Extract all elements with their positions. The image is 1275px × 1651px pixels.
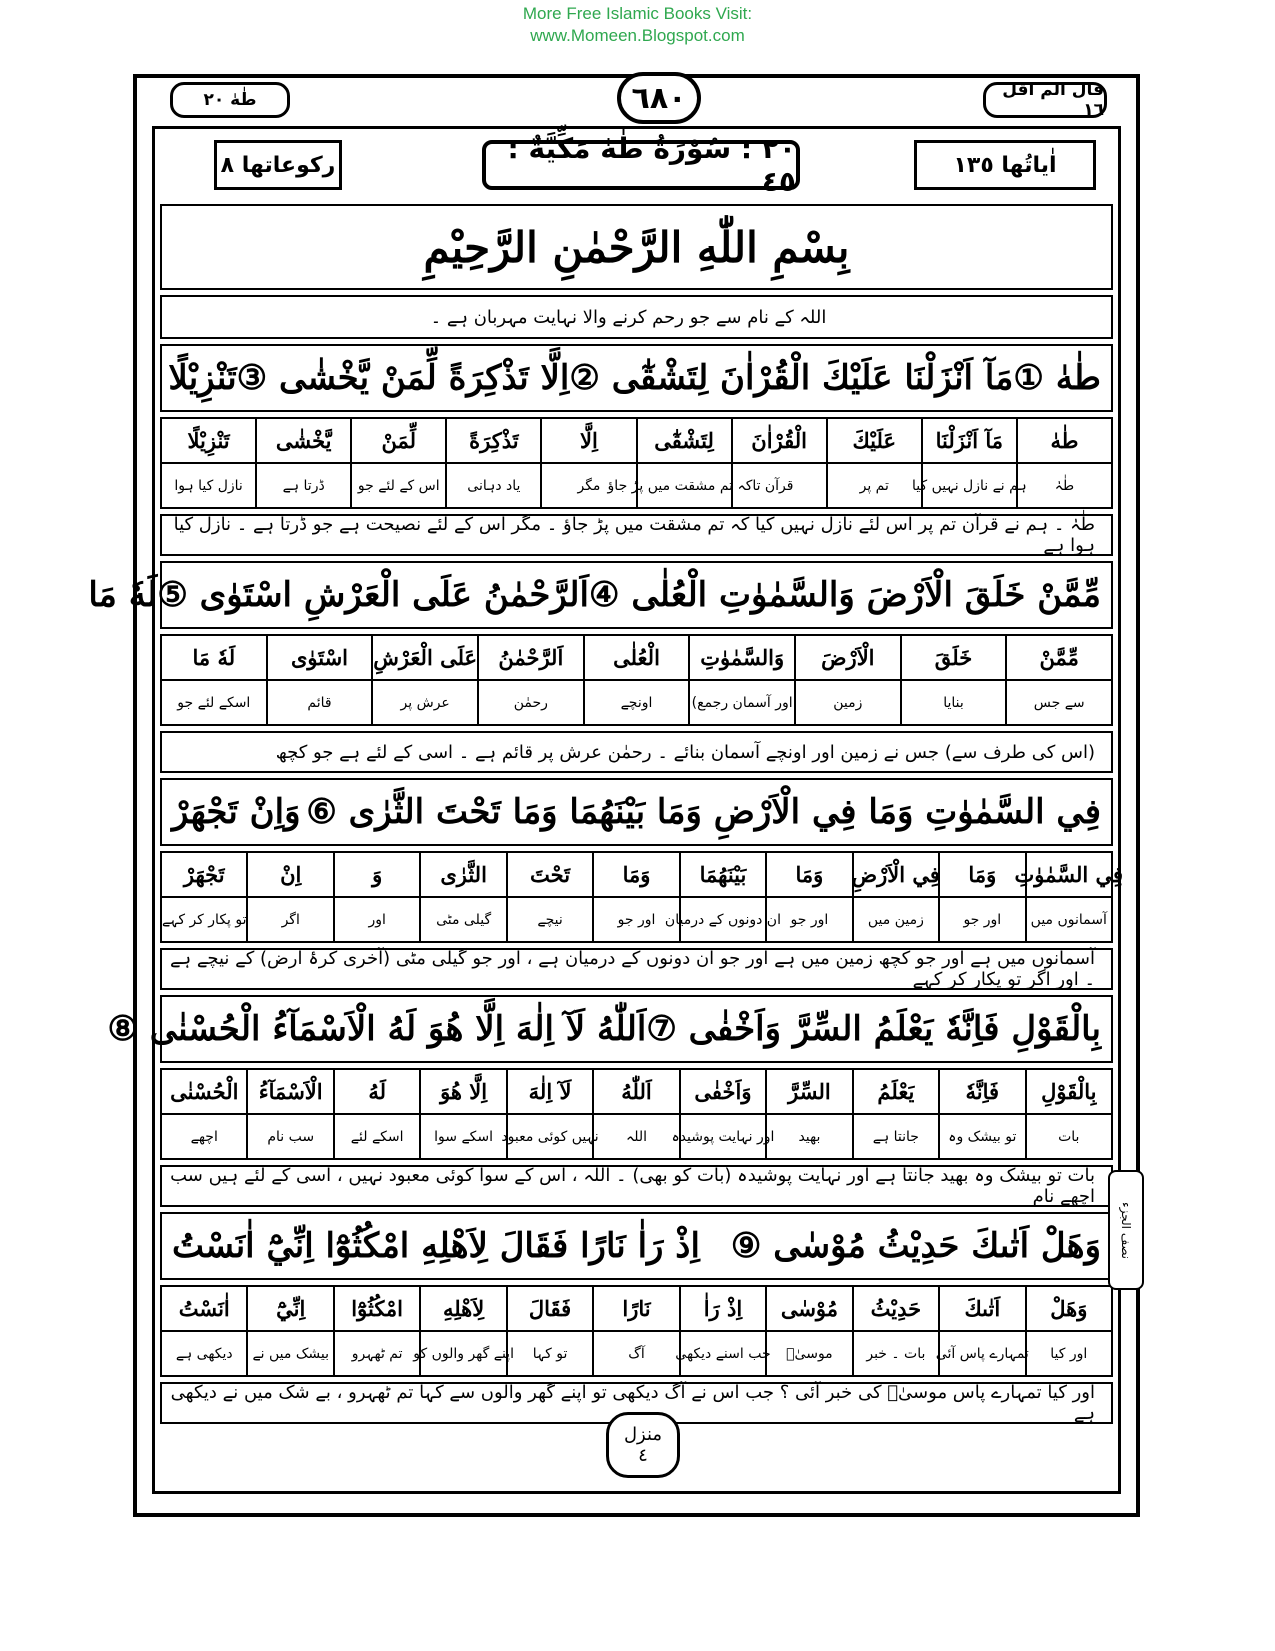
word-meaning: عرش پر: [400, 694, 450, 711]
arabic-word: خَلَقَ: [902, 636, 1006, 681]
arabic-word: الثَّرٰى: [421, 853, 505, 898]
arabic-word: عَلَى الْعَرْشِ: [373, 636, 477, 681]
word-meaning: اور کیا: [1050, 1345, 1088, 1362]
word-cell: [731, 419, 826, 507]
word-meaning: بنایا: [943, 694, 964, 711]
word-meaning: قرآن: [764, 477, 794, 494]
word-meaning: اپنے گھر والوں کو: [413, 1345, 514, 1362]
word-meaning: سے جس: [1033, 694, 1085, 711]
verse-translation: (اس کی طرف سے) جس نے زمین اور اونچے آسمان بنائے ۔ رحمٰن عرش پر قائم ہے ۔ اسی کے لئے ہے جو کچھ: [160, 731, 1113, 773]
word-meaning: زمین: [833, 694, 863, 711]
arabic-word: حَدِيْثُ: [854, 1287, 938, 1332]
word-meaning: تو کہا: [532, 1345, 568, 1362]
arabic-word: وَالسَّمٰوٰتِ: [690, 636, 794, 681]
word-meaning: اسکے لئے جو: [177, 694, 251, 711]
arabic-word: اَللّٰهُ: [594, 1070, 678, 1115]
word-cell: [419, 1070, 505, 1158]
word-cell: [592, 1070, 678, 1158]
word-cell: [938, 1070, 1024, 1158]
arabic-word: لَهُ: [335, 1070, 419, 1115]
arabic-word: مُوْسٰى: [767, 1287, 851, 1332]
verse-translation: اور کیا تمہارے پاس موسیٰؑ کی خبر آئی ؟ جب اس نے آگ دیکھی تو اپنے گھر والوں سے کہا تم ٹھہرو ، بے شک میں نے دیکھی ہے: [160, 1382, 1113, 1424]
word-cell: [592, 1287, 678, 1375]
arabic-segment: بِالْقَوْلِ فَاِنَّهٗ يَعْلَمُ السِّرَّ وَاَخْفٰى ⑦: [646, 1009, 1101, 1049]
surah-title: ٢٠ : سُوْرَةُ طٰهٰ مَكِّيَّةٌ : ٤٥: [482, 140, 800, 190]
word-meaning: تم پر: [859, 477, 889, 494]
word-cell: [912, 419, 1027, 507]
word-cell: [765, 1070, 851, 1158]
arabic-segment: وَهَلْ اَتٰىكَ حَدِيْثُ مُوْسٰى ⑨: [730, 1226, 1101, 1266]
word-meaning: اور جو: [617, 911, 656, 928]
word-cell: [255, 419, 350, 507]
word-meaning: مگر: [577, 477, 601, 494]
word-meaning: اور جو: [963, 911, 1002, 928]
arabic-word: اِنْ: [248, 853, 332, 898]
arabic-word: الْحُسْنٰى: [162, 1070, 246, 1115]
bismillah: بِسْمِ اللّٰهِ الرَّحْمٰنِ الرَّحِيْمِ: [160, 204, 1113, 290]
word-meaning: بات: [1058, 1128, 1080, 1145]
word-meaning: ہم نے نازل نہیں کیا: [912, 477, 1027, 494]
word-cell: [419, 853, 505, 941]
arabic-word: وَمَا: [594, 853, 678, 898]
word-cell: [333, 1070, 419, 1158]
surah-tag: طٰهٰ ٢٠: [170, 82, 290, 118]
arabic-word: اسْتَوٰى: [268, 636, 372, 681]
arabic-word: تَنْزِيْلًا: [162, 419, 255, 464]
word-cell: [506, 1287, 592, 1375]
word-cell: [333, 853, 419, 941]
arabic-word: فِي الْاَرْضِ: [854, 853, 938, 898]
word-cell: [852, 1070, 938, 1158]
word-cell: [371, 636, 477, 724]
arabic-segment: مَآ اَنْزَلْنَا عَلَيْكَ الْقُرْاٰنَ لِتَشْقٰٓى ②: [569, 358, 1014, 398]
arabic-word: الْعُلٰى: [585, 636, 689, 681]
arabic-word: لِّمَنْ: [352, 419, 445, 464]
arabic-verse-line: [160, 1212, 1113, 1280]
promo-link[interactable]: www.Momeen.Blogspot.com: [530, 26, 745, 45]
word-meaning: جب اسنے دیکھی: [675, 1345, 771, 1362]
word-cell: [445, 419, 540, 507]
word-meaning: تاکہ تم مشقت میں پڑ جاؤ: [607, 477, 761, 494]
word-meaning: اس کے لئے جو: [357, 477, 440, 494]
word-meaning: آگ: [628, 1345, 645, 1362]
arabic-word: لَهٗ مَا: [162, 636, 266, 681]
arabic-segment: تَنْزِيْلًا: [168, 358, 237, 398]
ruku-count: رکوعاتھا ٨: [214, 140, 342, 190]
word-meaning: طٰہٰ: [1054, 477, 1075, 494]
arabic-word: مِّمَّنْ: [1007, 636, 1111, 681]
arabic-segment: اَلرَّحْمٰنُ عَلَى الْعَرْشِ اسْتَوٰى ⑤: [157, 575, 589, 615]
arabic-segment: مِّمَّنْ خَلَقَ الْاَرْضَ وَالسَّمٰوٰتِ الْعُلٰى ④: [589, 575, 1101, 615]
word-cell: [765, 853, 851, 941]
manzil-word: منزل: [623, 1424, 663, 1445]
word-cell: [900, 636, 1006, 724]
arabic-word: يَّخْشٰى: [257, 419, 350, 464]
arabic-word: وَمَا: [767, 853, 851, 898]
word-cell: [162, 1070, 246, 1158]
juz-label: قال الم اقل ١٦: [983, 82, 1107, 118]
arabic-word: تَحْتَ: [508, 853, 592, 898]
word-meaning: اور جو: [790, 911, 829, 928]
word-cell: [765, 1287, 851, 1375]
word-meaning: اسکے سوا: [434, 1128, 494, 1145]
manzil-number: ٤: [638, 1445, 648, 1466]
word-cell: [675, 1287, 771, 1375]
verse-translation: بات تو بیشک وہ بھید جانتا ہے اور نہایت پوشیدہ (بات کو بھی) ۔ اللہ ، اس کے سوا کوئی معبود نہیں ، اسی کے لئے ہیں سب اچھے نام: [160, 1165, 1113, 1207]
word-meaning: اور آسمان رجمع): [691, 694, 793, 711]
word-meaning: تمہارے پاس آئی: [935, 1345, 1029, 1362]
word-cell: [162, 853, 246, 941]
word-cell: [246, 1287, 332, 1375]
arabic-word: بِالْقَوْلِ: [1027, 1070, 1111, 1115]
arabic-word: يَعْلَمُ: [854, 1070, 938, 1115]
arabic-word: اٰنَسْتُ: [162, 1287, 246, 1332]
arabic-word: الْقُرْاٰنَ: [733, 419, 826, 464]
word-meaning: سب نام: [267, 1128, 315, 1145]
word-cell: [1016, 419, 1111, 507]
arabic-segment: اَللّٰهُ لَآ اِلٰهَ اِلَّا هُوَ لَهُ الْاَسْمَآءُ الْحُسْنٰى ⑧: [107, 1009, 647, 1049]
word-meaning: اگر: [281, 911, 300, 928]
manzil-marker: [606, 1412, 680, 1478]
side-marker: نصف الجزء: [1108, 1170, 1144, 1290]
word-meaning: نہیں کوئی معبود: [501, 1128, 599, 1145]
arabic-word: الْاَرْضَ: [796, 636, 900, 681]
arabic-word: نَارًا: [594, 1287, 678, 1332]
word-cell: [688, 636, 794, 724]
arabic-word: امْكُثُوْٓا: [335, 1287, 419, 1332]
word-cell: [826, 419, 921, 507]
arabic-word: الْاَسْمَآءُ: [248, 1070, 332, 1115]
ayat-count: اٰیاتُها ١٣٥: [914, 140, 1096, 190]
arabic-word: وَهَلْ: [1027, 1287, 1111, 1332]
word-cell: [266, 636, 372, 724]
word-cell: [413, 1287, 514, 1375]
word-meaning: تم ٹھہرو: [351, 1345, 403, 1362]
word-meaning: زمین میں: [867, 911, 924, 928]
word-cell: [506, 853, 592, 941]
word-cell: [935, 1287, 1029, 1375]
arabic-verse-line: [160, 344, 1113, 412]
arabic-word: عَلَيْكَ: [828, 419, 921, 464]
word-meaning: تو پکار کر کہے: [161, 911, 247, 928]
arabic-word: فِي السَّمٰوٰتِ: [1027, 853, 1111, 898]
verse-blocks: [88, 344, 1124, 1424]
word-cell: [162, 419, 255, 507]
word-cell: [664, 853, 781, 941]
arabic-word: طٰهٰ: [1018, 419, 1111, 464]
word-meaning: موسیٰؑ: [786, 1345, 833, 1362]
word-meaning: گیلی مٹی: [436, 911, 492, 928]
arabic-word: مَآ اَنْزَلْنَا: [923, 419, 1016, 464]
arabic-word: فَاِنَّهٗ: [940, 1070, 1024, 1115]
arabic-segment: اِذْ رَاٰ نَارًا فَقَالَ لِاَهْلِهِ امْكُثُوْٓا اِنِّيْٓ اٰنَسْتُ: [172, 1226, 700, 1266]
arabic-segment: وَاِنْ تَجْهَرْ: [172, 792, 301, 832]
content-grid: [88, 204, 1124, 1429]
arabic-segment: لَهٗ مَا: [88, 575, 158, 615]
word-cell: [583, 636, 689, 724]
arabic-word: تَجْهَرْ: [162, 853, 246, 898]
arabic-word: لِاَهْلِهِ: [421, 1287, 505, 1332]
arabic-word: بَيْنَهُمَا: [681, 853, 765, 898]
word-cell: [1014, 853, 1124, 941]
word-cell: [350, 419, 445, 507]
word-by-word-table: [160, 851, 1124, 943]
word-cell: [852, 853, 938, 941]
arabic-word: اَلرَّحْمٰنُ: [479, 636, 583, 681]
word-meaning: رحمٰن: [513, 694, 548, 711]
bismillah-translation: اللہ کے نام سے جو رحم کرنے والا نہایت مہربان ہے ۔: [160, 295, 1113, 339]
word-cell: [794, 636, 900, 724]
arabic-word: اِلَّا: [542, 419, 635, 464]
word-cell: [333, 1287, 419, 1375]
word-meaning: دیکھی ہے: [175, 1345, 233, 1362]
word-meaning: اسکے لئے: [350, 1128, 404, 1145]
arabic-word: وَ: [335, 853, 419, 898]
arabic-verse-line: [88, 561, 1113, 629]
promo-line-1: More Free Islamic Books Visit:: [522, 4, 753, 23]
word-meaning: اور: [368, 911, 386, 928]
word-cell: [246, 853, 332, 941]
word-meaning: نازل کیا ہوا: [174, 477, 243, 494]
arabic-word: اَتٰىكَ: [940, 1287, 1024, 1332]
arabic-word: تَذْكِرَةً: [447, 419, 540, 464]
arabic-word: وَمَا: [940, 853, 1024, 898]
word-meaning: جانتا ہے: [872, 1128, 919, 1145]
word-meaning: بھید: [798, 1128, 821, 1145]
word-cell: [1005, 636, 1111, 724]
word-meaning: تو بیشک وہ: [948, 1128, 1017, 1145]
word-meaning: اللہ: [626, 1128, 648, 1145]
word-meaning: اچھے: [190, 1128, 218, 1145]
word-cell: [162, 1287, 246, 1375]
word-meaning: ان دونوں کے درمیان: [664, 911, 781, 928]
word-meaning: اور نہایت پوشیدہ: [671, 1128, 775, 1145]
word-cell: [607, 419, 761, 507]
word-by-word-table: [160, 1068, 1113, 1160]
word-cell: [501, 1070, 599, 1158]
arabic-segment: طٰهٰ ①: [1013, 358, 1101, 398]
word-cell: [671, 1070, 775, 1158]
arabic-verse-line: [160, 778, 1113, 846]
word-meaning: بات ۔ خبر: [866, 1345, 926, 1362]
word-meaning: قائم: [307, 694, 332, 711]
word-meaning: یاد دہانی: [467, 477, 521, 494]
arabic-segment: اِلَّا تَذْكِرَةً لِّمَنْ يَّخْشٰى ③: [236, 358, 570, 398]
arabic-word: اِذْ رَاٰ: [681, 1287, 765, 1332]
arabic-verse-line: [107, 995, 1113, 1063]
word-meaning: نیچے: [537, 911, 563, 928]
arabic-word: اِلَّا هُوَ: [421, 1070, 505, 1115]
word-cell: [852, 1287, 938, 1375]
word-by-word-table: [160, 417, 1113, 509]
arabic-word: لَآ اِلٰهَ: [508, 1070, 592, 1115]
arabic-word: اِنِّيْٓ: [248, 1287, 332, 1332]
arabic-word: لِتَشْقٰٓى: [638, 419, 731, 464]
word-by-word-table: [160, 634, 1113, 726]
verse-translation: آسمانوں میں ہے اور جو کچھ زمین میں ہے اور جو ان دونوں کے درمیان ہے ، اور جو گیلی مٹی (آخری کرۂ ارض) کے نیچے ہے ۔ اور اگر تو پکار کر کہے: [160, 948, 1113, 990]
word-by-word-table: [160, 1285, 1113, 1377]
arabic-word: السِّرَّ: [767, 1070, 851, 1115]
word-meaning: آسمانوں میں: [1030, 911, 1107, 928]
word-cell: [477, 636, 583, 724]
word-cell: [592, 853, 678, 941]
word-cell: [246, 1070, 332, 1158]
word-cell: [162, 636, 266, 724]
word-meaning: ڈرتا ہے: [282, 477, 325, 494]
arabic-segment: فِي السَّمٰوٰتِ وَمَا فِي الْاَرْضِ وَمَا بَيْنَهُمَا وَمَا تَحْتَ الثَّرٰى ⑥: [306, 792, 1101, 832]
word-cell: [540, 419, 635, 507]
word-cell: [1025, 1287, 1111, 1375]
word-meaning: بیشک میں نے: [252, 1345, 329, 1362]
word-cell: [938, 853, 1024, 941]
arabic-word: وَاَخْفٰى: [681, 1070, 765, 1115]
word-meaning: اونچے: [620, 694, 653, 711]
arabic-word: فَقَالَ: [508, 1287, 592, 1332]
verse-translation: طٰہٰ ۔ ہم نے قرآن تم پر اس لئے نازل نہیں کیا کہ تم مشقت میں پڑ جاؤ ۔ مگر اس کے لئے نصیحت ہے جو ڈرتا ہے ۔ نازل کیا ہوا ہے: [160, 514, 1113, 556]
page-number: ٦٨٠: [617, 72, 701, 124]
word-cell: [1025, 1070, 1111, 1158]
